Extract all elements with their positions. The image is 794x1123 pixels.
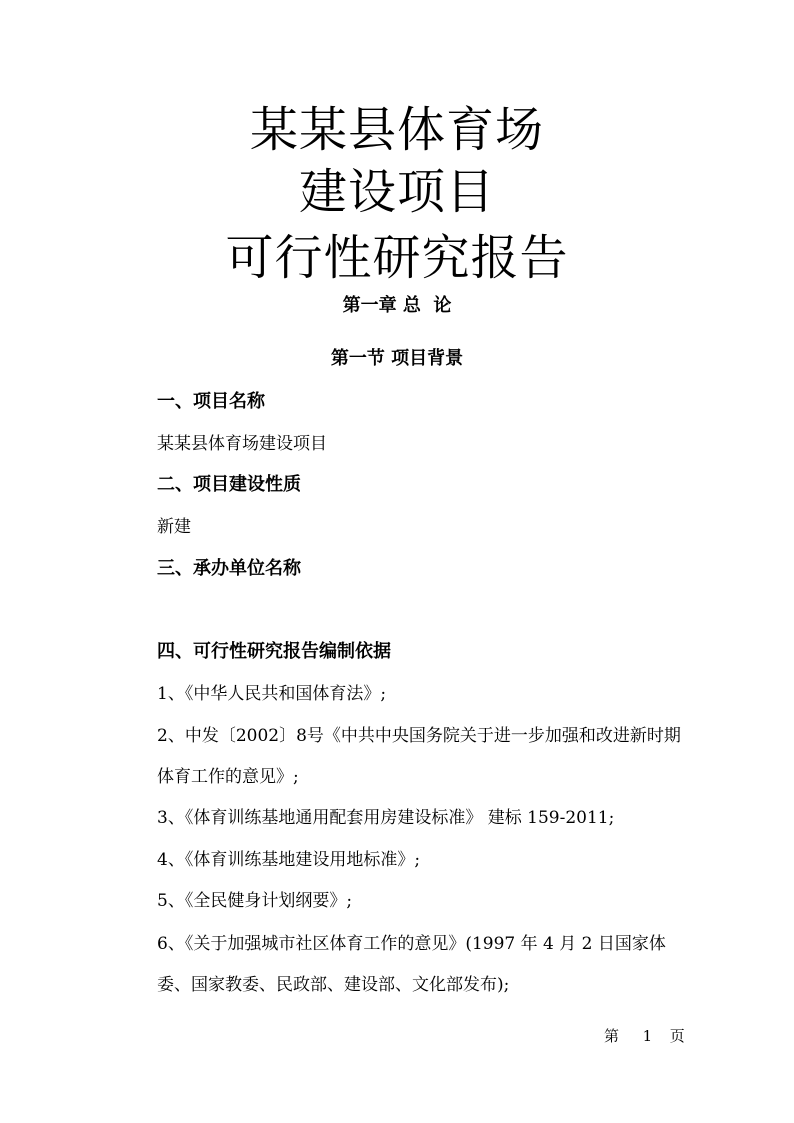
- page-footer: [604, 1026, 685, 1046]
- item-text-2: 新建: [157, 517, 191, 537]
- footer-page-number: 1: [642, 1027, 653, 1045]
- footer-prefix: 第: [604, 1027, 620, 1045]
- basis-item-6: [121, 924, 681, 1006]
- basis-item-2: [121, 716, 681, 798]
- basis-item-2-text: 2、中发〔2002〕8号《中共中央国务院关于进一步加强和改进新时期体育工作的意见》;: [157, 726, 681, 787]
- title-line-1: 某某县体育场: [249, 102, 544, 158]
- item-text-1: 某某县体育场建设项目: [157, 434, 327, 454]
- item-heading-1: 一、项目名称: [157, 391, 265, 412]
- footer-suffix: 页: [669, 1027, 685, 1045]
- chapter-heading: 第一章 总 论: [342, 295, 452, 316]
- title-line-3: 可行性研究报告: [225, 230, 569, 286]
- basis-item-6-text: 6、《关于加强城市社区体育工作的意见》(1997 年 4 月 2 日国家体委、国家教委、民政部、建设部、文化部发布);: [157, 934, 666, 995]
- basis-item-4: 4、《体育训练基地建设用地标准》;: [157, 850, 421, 870]
- basis-item-3: 3、《体育训练基地通用配套用房建设标准》 建标 159-2011;: [157, 808, 615, 828]
- basis-item-5: 5、《全民健身计划纲要》;: [157, 891, 353, 911]
- section-heading: 第一节 项目背景: [330, 348, 464, 369]
- item-heading-2: 二、项目建设性质: [157, 474, 301, 495]
- basis-item-1: 1、《中华人民共和国体育法》;: [157, 684, 387, 704]
- item-heading-4: 四、可行性研究报告编制依据: [157, 641, 391, 662]
- item-heading-3: 三、承办单位名称: [157, 558, 301, 579]
- title-line-2: 建设项目: [298, 164, 495, 220]
